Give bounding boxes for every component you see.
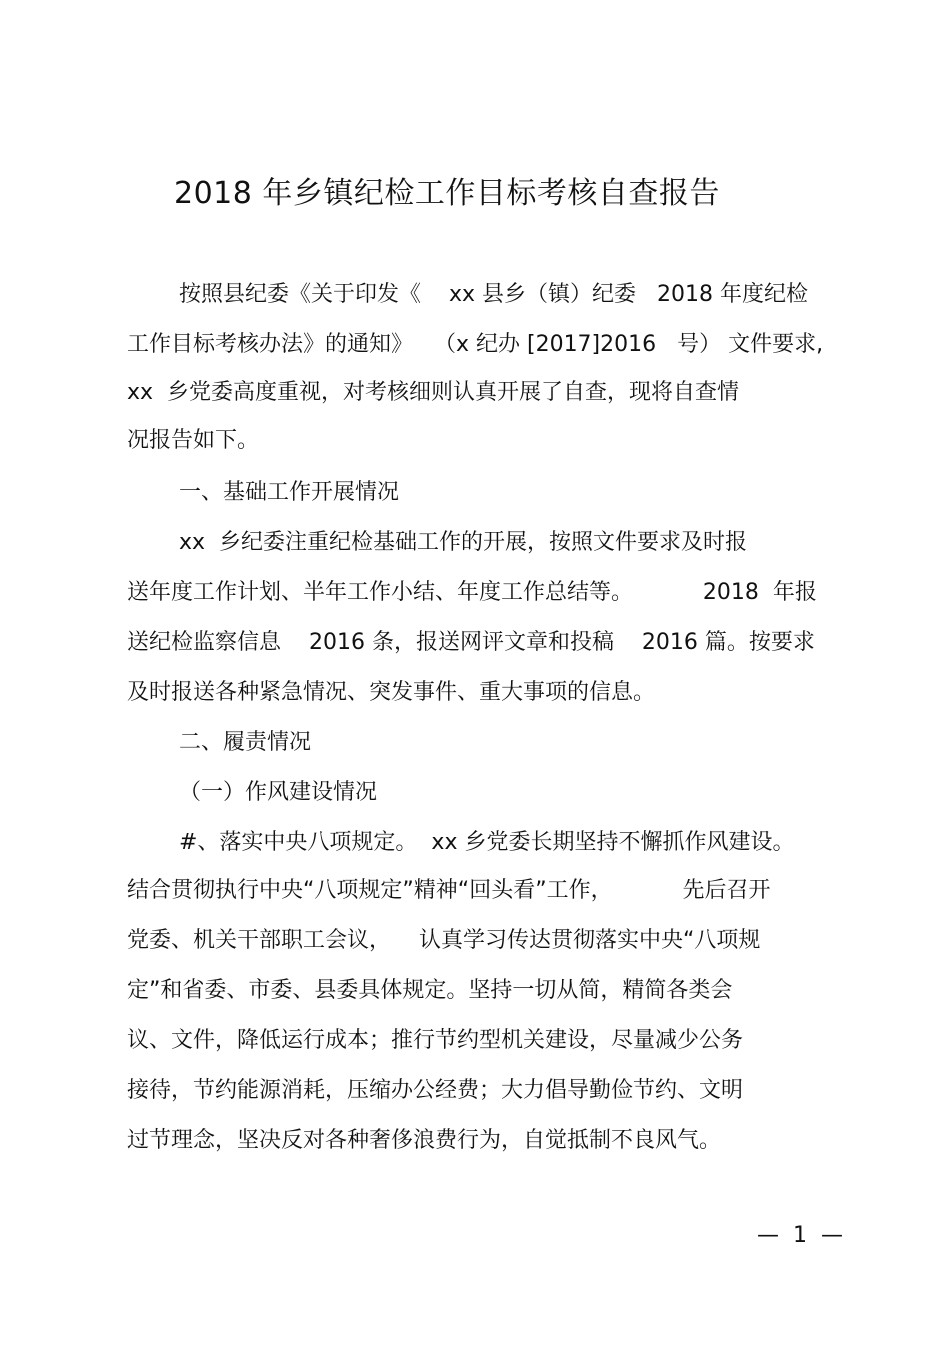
section-heading: 二、履责情况: [179, 730, 312, 755]
paragraph-line: 工作目标考核办法》的通知》 （x 纪办 [2017]2016 号） 文件要求,: [127, 332, 824, 357]
paragraph-line: #、落实中央八项规定。 xx 乡党委长期坚持不懈抓作风建设。: [179, 830, 795, 855]
subsection-heading: （一）作风建设情况: [179, 780, 378, 805]
paragraph-line: 过节理念，坚决反对各种奢侈浪费行为，自觉抵制不良风气。: [127, 1128, 722, 1153]
paragraph-line: 接待，节约能源消耗，压缩办公经费；大力倡导勤俭节约、文明: [127, 1078, 744, 1103]
paragraph-line: 按照县纪委《关于印发《 xx 县乡（镇）纪委 2018 年度纪检: [179, 282, 808, 307]
paragraph-line: 及时报送各种紧急情况、突发事件、重大事项的信息。: [127, 680, 656, 705]
paragraph-line: 送年度工作计划、半年工作小结、年度工作总结等。 2018 年报: [127, 580, 817, 605]
paragraph-line: 送纪检监察信息 2016 条，报送网评文章和投稿 2016 篇。按要求: [127, 630, 815, 655]
section-heading: 一、基础工作开展情况: [179, 480, 400, 505]
paragraph-line: xx 乡党委高度重视，对考核细则认真开展了自查，现将自查情: [127, 380, 740, 405]
paragraph-line: 议、文件，降低运行成本；推行节约型机关建设，尽量减少公务: [127, 1028, 744, 1053]
paragraph-line: 党委、机关干部职工会议， 认真学习传达贯彻落实中央“八项规: [127, 928, 761, 953]
document-title: 2018 年乡镇纪检工作目标考核自查报告: [174, 176, 720, 211]
paragraph-line: xx 乡纪委注重纪检基础工作的开展，按照文件要求及时报: [179, 530, 748, 555]
paragraph-line: 结合贯彻执行中央“八项规定”精神“回头看”工作， 先后召开: [127, 878, 771, 903]
paragraph-line: 定”和省委、市委、县委具体规定。坚持一切从简，精简各类会: [127, 978, 733, 1003]
page-number: — 1 —: [757, 1223, 843, 1248]
paragraph-line: 况报告如下。: [127, 428, 260, 453]
